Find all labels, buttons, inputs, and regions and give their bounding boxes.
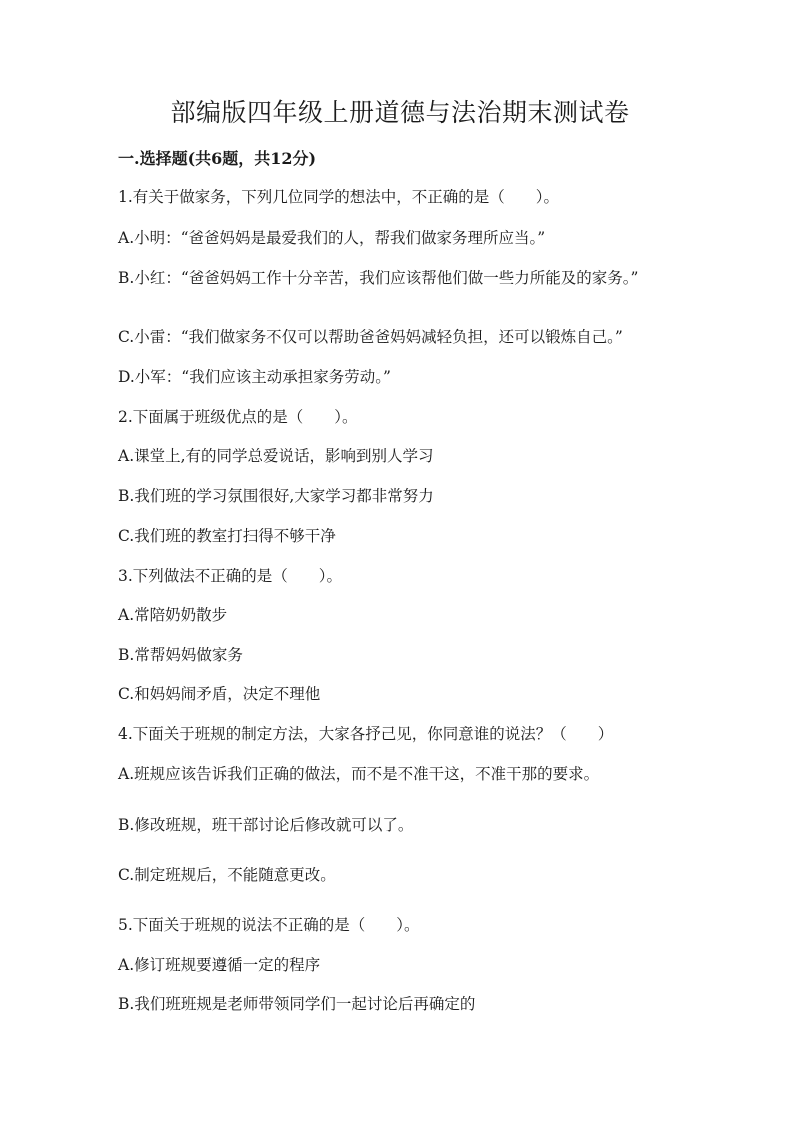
question-1-option-c: C.小雷：“我们做家务不仅可以帮助爸爸妈妈减轻负担，还可以锻炼自己。” [118, 328, 623, 346]
question-1-stem: 1.有关于做家务，下列几位同学的想法中，不正确的是（ ）。 [118, 188, 560, 206]
question-2-option-a: A.课堂上,有的同学总爱说话，影响到别人学习 [118, 447, 434, 465]
question-4-stem: 4.下面关于班规的制定方法，大家各抒己见，你同意谁的说法？（ ） [118, 725, 614, 743]
question-2-option-b: B.我们班的学习氛围很好,大家学习都非常努力 [118, 487, 434, 505]
question-4-option-c: C.制定班规后，不能随意更改。 [118, 866, 336, 884]
section-heading: 一.选择题(共6题，共12分) [118, 149, 317, 168]
question-1-option-d: D.小军：“我们应该主动承担家务劳动。” [118, 368, 391, 386]
question-1-option-a: A.小明：“爸爸妈妈是最爱我们的人，帮我们做家务理所应当。” [118, 229, 546, 247]
question-3-option-b: B.常帮妈妈做家务 [118, 646, 243, 664]
question-5-option-b: B.我们班班规是老师带领同学们一起讨论后再确定的 [118, 995, 476, 1013]
question-2-option-c: C.我们班的教室打扫得不够干净 [118, 527, 336, 545]
question-5-stem: 5.下面关于班规的说法不正确的是（ ）。 [118, 916, 420, 934]
question-3-option-a: A.常陪奶奶散步 [118, 606, 228, 624]
question-4-option-b: B.修改班规，班干部讨论后修改就可以了。 [118, 816, 414, 834]
question-3-stem: 3.下列做法不正确的是（ ）。 [118, 567, 343, 585]
page-title: 部编版四年级上册道德与法治期末测试卷 [170, 98, 630, 127]
question-4-option-a: A.班规应该告诉我们正确的做法，而不是不准干这，不准干那的要求。 [118, 765, 600, 783]
question-1-option-b: B.小红：“爸爸妈妈工作十分辛苦，我们应该帮他们做一些力所能及的家务。” [118, 269, 639, 287]
question-5-option-a: A.修订班规要遵循一定的程序 [118, 956, 321, 974]
question-3-option-c: C.和妈妈闹矛盾，决定不理他 [118, 685, 321, 703]
question-2-stem: 2.下面属于班级优点的是（ ）。 [118, 408, 358, 426]
